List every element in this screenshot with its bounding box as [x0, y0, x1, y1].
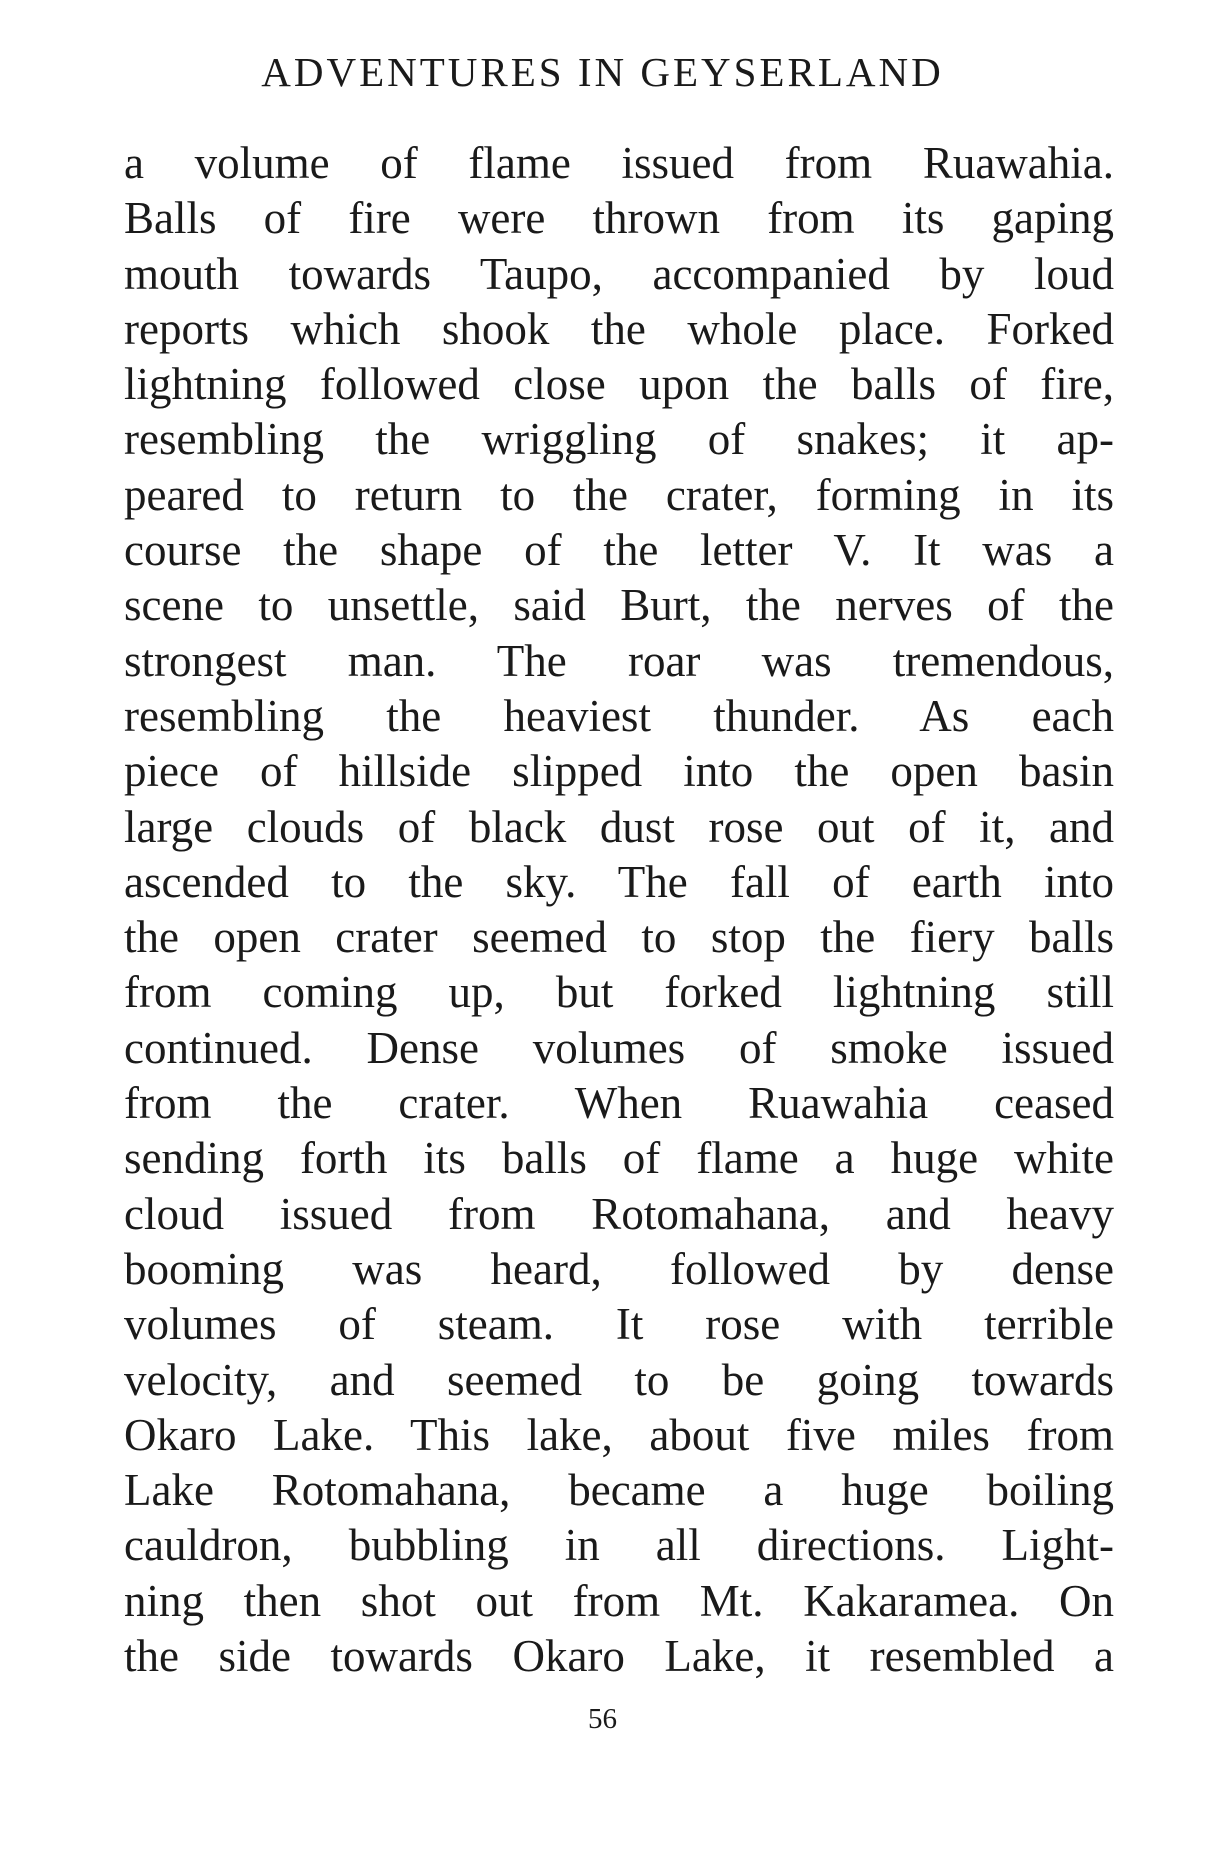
- text-line: velocity, and seemed to be going towards: [124, 1354, 1114, 1405]
- text-line: from coming up, but forked lightning still: [124, 967, 1114, 1018]
- text-line: Okaro Lake. This lake, about five miles from: [124, 1409, 1114, 1460]
- text-line: Balls of fire were thrown from its gaping: [124, 193, 1114, 244]
- text-line: resembling the wriggling of snakes; it ap-: [124, 414, 1114, 465]
- text-line: sending forth its balls of flame a huge white: [124, 1133, 1114, 1184]
- text-line: reports which shook the whole place. Forked: [124, 303, 1114, 354]
- body-text: [124, 136, 1114, 1684]
- running-head: ADVENTURES IN GEYSERLAND: [261, 49, 944, 95]
- text-line: cauldron, bubbling in all directions. Light-: [124, 1520, 1114, 1571]
- text-line: from the crater. When Ruawahia ceased: [124, 1078, 1114, 1129]
- text-line: Lake Rotomahana, became a huge boiling: [124, 1465, 1114, 1516]
- page-number: 56: [588, 1703, 617, 1735]
- text-line: lightning followed close upon the balls of fire,: [124, 359, 1114, 410]
- text-line: continued. Dense volumes of smoke issued: [124, 1022, 1114, 1073]
- text-line: large clouds of black dust rose out of it, and: [124, 801, 1114, 852]
- text-line: ning then shot out from Mt. Kakaramea. On: [124, 1575, 1114, 1626]
- text-line: resembling the heaviest thunder. As each: [124, 690, 1114, 741]
- text-line: a volume of flame issued from Ruawahia.: [124, 138, 1114, 188]
- text-line: scene to unsettle, said Burt, the nerves of the: [124, 580, 1114, 631]
- text-line: the open crater seemed to stop the fiery balls: [124, 912, 1114, 963]
- text-line: volumes of steam. It rose with terrible: [124, 1299, 1114, 1350]
- text-line: strongest man. The roar was tremendous,: [124, 635, 1114, 686]
- text-line: peared to return to the crater, forming in its: [124, 469, 1114, 520]
- text-line: piece of hillside slipped into the open basin: [124, 746, 1114, 797]
- text-line: ascended to the sky. The fall of earth into: [124, 856, 1114, 907]
- text-line: the side towards Okaro Lake, it resembled a: [124, 1631, 1114, 1682]
- text-line: course the shape of the letter V. It was a: [124, 525, 1114, 576]
- text-line: booming was heard, followed by dense: [124, 1243, 1114, 1294]
- text-line: mouth towards Taupo, accompanied by loud: [124, 248, 1114, 299]
- text-line: cloud issued from Rotomahana, and heavy: [124, 1188, 1114, 1239]
